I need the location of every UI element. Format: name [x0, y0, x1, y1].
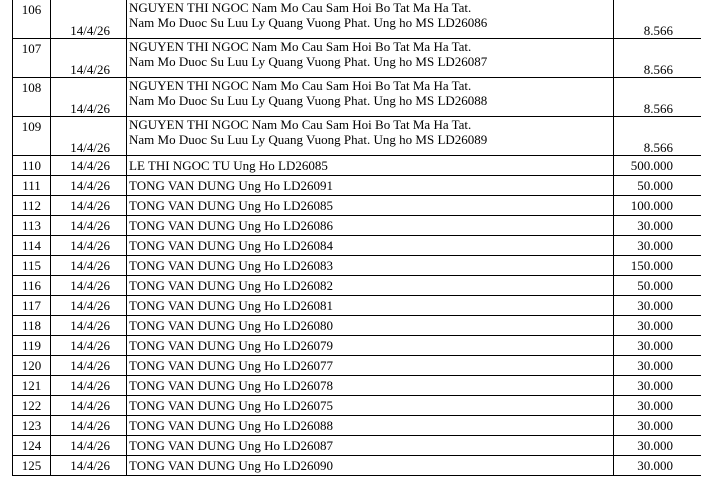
date-cell: 14/4/26 — [51, 376, 127, 396]
row-number-cell: 122 — [13, 396, 51, 416]
description-line: TONG VAN DUNG Ung Ho LD26086 — [129, 218, 334, 233]
description-cell — [127, 456, 614, 476]
amount-cell: 100.000 — [614, 196, 701, 216]
description-cell — [127, 396, 614, 416]
date-cell: 14/4/26 — [51, 296, 127, 316]
table-row — [13, 216, 701, 236]
date-cell: 14/4/26 — [51, 78, 127, 117]
date-cell: 14/4/26 — [51, 176, 127, 196]
amount-cell: 30.000 — [614, 416, 701, 436]
amount-cell: 30.000 — [614, 296, 701, 316]
amount-cell: 150.000 — [614, 256, 701, 276]
description-cell — [127, 376, 614, 396]
description-cell — [127, 78, 614, 117]
amount-cell: 8.566 — [614, 0, 701, 39]
row-number-cell: 121 — [13, 376, 51, 396]
description-line: TONG VAN DUNG Ung Ho LD26088 — [129, 418, 334, 433]
table-row — [13, 236, 701, 256]
description-cell — [127, 276, 614, 296]
description-cell — [127, 356, 614, 376]
description-line: Nam Mo Duoc Su Luu Ly Quang Vuong Phat. Ung ho MS LD26087 — [129, 54, 488, 69]
row-number-cell: 108 — [13, 78, 51, 117]
date-cell: 14/4/26 — [51, 39, 127, 78]
description-cell — [127, 336, 614, 356]
description-cell — [127, 117, 614, 156]
table-row — [13, 196, 701, 216]
date-cell: 14/4/26 — [51, 156, 127, 176]
row-number-cell: 113 — [13, 216, 51, 236]
row-number-cell: 114 — [13, 236, 51, 256]
description-line: TONG VAN DUNG Ung Ho LD26075 — [129, 398, 334, 413]
row-number-cell: 123 — [13, 416, 51, 436]
row-number-cell: 125 — [13, 456, 51, 476]
description-line: Nam Mo Duoc Su Luu Ly Quang Vuong Phat. Ung ho MS LD26086 — [129, 15, 488, 30]
amount-cell: 30.000 — [614, 316, 701, 336]
date-cell: 14/4/26 — [51, 416, 127, 436]
date-cell: 14/4/26 — [51, 336, 127, 356]
date-cell: 14/4/26 — [51, 456, 127, 476]
row-number-cell: 106 — [13, 0, 51, 39]
row-number-cell: 120 — [13, 356, 51, 376]
description-cell — [127, 436, 614, 456]
description-line: TONG VAN DUNG Ung Ho LD26083 — [129, 258, 334, 273]
row-number-cell: 109 — [13, 117, 51, 156]
description-cell — [127, 176, 614, 196]
description-line: TONG VAN DUNG Ung Ho LD26079 — [129, 338, 334, 353]
amount-cell: 8.566 — [614, 78, 701, 117]
row-number-cell: 115 — [13, 256, 51, 276]
description-line: TONG VAN DUNG Ung Ho LD26085 — [129, 198, 334, 213]
description-line: NGUYEN THI NGOC Nam Mo Cau Sam Hoi Bo Tat Ma Ha Tat. — [129, 39, 472, 54]
date-cell: 14/4/26 — [51, 436, 127, 456]
date-cell: 14/4/26 — [51, 196, 127, 216]
description-line: TONG VAN DUNG Ung Ho LD26091 — [129, 178, 334, 193]
amount-cell: 30.000 — [614, 236, 701, 256]
description-line: TONG VAN DUNG Ung Ho LD26081 — [129, 298, 334, 313]
description-cell — [127, 236, 614, 256]
table-row — [13, 356, 701, 376]
table-row — [13, 376, 701, 396]
date-cell: 14/4/26 — [51, 0, 127, 39]
table-row — [13, 456, 701, 476]
table-row — [13, 78, 701, 117]
description-line: LE THI NGOC TU Ung Ho LD26085 — [129, 158, 328, 173]
date-cell: 14/4/26 — [51, 216, 127, 236]
amount-cell: 8.566 — [614, 117, 701, 156]
date-cell: 14/4/26 — [51, 256, 127, 276]
description-line: Nam Mo Duoc Su Luu Ly Quang Vuong Phat. Ung ho MS LD26088 — [129, 93, 488, 108]
table-row — [13, 156, 701, 176]
description-cell — [127, 296, 614, 316]
description-cell — [127, 216, 614, 236]
amount-cell: 30.000 — [614, 376, 701, 396]
description-cell — [127, 0, 614, 39]
description-cell — [127, 416, 614, 436]
description-line: NGUYEN THI NGOC Nam Mo Cau Sam Hoi Bo Tat Ma Ha Tat. — [129, 78, 472, 93]
table-row — [13, 436, 701, 456]
description-line: TONG VAN DUNG Ung Ho LD26090 — [129, 458, 334, 473]
description-line: TONG VAN DUNG Ung Ho LD26084 — [129, 238, 334, 253]
description-line: TONG VAN DUNG Ung Ho LD26078 — [129, 378, 334, 393]
date-cell: 14/4/26 — [51, 276, 127, 296]
amount-cell: 8.566 — [614, 39, 701, 78]
row-number-cell: 119 — [13, 336, 51, 356]
description-line: NGUYEN THI NGOC Nam Mo Cau Sam Hoi Bo Tat Ma Ha Tat. — [129, 117, 472, 132]
date-cell: 14/4/26 — [51, 356, 127, 376]
table-row — [13, 39, 701, 78]
row-number-cell: 117 — [13, 296, 51, 316]
description-line: TONG VAN DUNG Ung Ho LD26082 — [129, 278, 334, 293]
description-cell — [127, 196, 614, 216]
description-line: TONG VAN DUNG Ung Ho LD26087 — [129, 438, 334, 453]
date-cell: 14/4/26 — [51, 117, 127, 156]
donation-ledger-table — [12, 0, 701, 476]
table-row — [13, 176, 701, 196]
amount-cell: 30.000 — [614, 356, 701, 376]
row-number-cell: 107 — [13, 39, 51, 78]
description-cell — [127, 316, 614, 336]
description-line: NGUYEN THI NGOC Nam Mo Cau Sam Hoi Bo Tat Ma Ha Tat. — [129, 0, 472, 15]
table-row — [13, 276, 701, 296]
amount-cell: 50.000 — [614, 276, 701, 296]
amount-cell: 500.000 — [614, 156, 701, 176]
row-number-cell: 116 — [13, 276, 51, 296]
date-cell: 14/4/26 — [51, 396, 127, 416]
table-row — [13, 396, 701, 416]
row-number-cell: 110 — [13, 156, 51, 176]
amount-cell: 30.000 — [614, 336, 701, 356]
description-cell — [127, 256, 614, 276]
date-cell: 14/4/26 — [51, 316, 127, 336]
table-row — [13, 336, 701, 356]
table-row — [13, 0, 701, 39]
amount-cell: 30.000 — [614, 396, 701, 416]
description-line: Nam Mo Duoc Su Luu Ly Quang Vuong Phat. Ung ho MS LD26089 — [129, 132, 488, 147]
amount-cell: 30.000 — [614, 436, 701, 456]
ledger-body — [13, 0, 701, 476]
description-cell — [127, 39, 614, 78]
description-line: TONG VAN DUNG Ung Ho LD26080 — [129, 318, 334, 333]
table-row — [13, 117, 701, 156]
row-number-cell: 111 — [13, 176, 51, 196]
table-row — [13, 316, 701, 336]
table-row — [13, 296, 701, 316]
row-number-cell: 118 — [13, 316, 51, 336]
description-cell — [127, 156, 614, 176]
amount-cell: 30.000 — [614, 456, 701, 476]
row-number-cell: 112 — [13, 196, 51, 216]
date-cell: 14/4/26 — [51, 236, 127, 256]
description-line: TONG VAN DUNG Ung Ho LD26077 — [129, 358, 334, 373]
row-number-cell: 124 — [13, 436, 51, 456]
table-row — [13, 416, 701, 436]
amount-cell: 50.000 — [614, 176, 701, 196]
amount-cell: 30.000 — [614, 216, 701, 236]
table-row — [13, 256, 701, 276]
